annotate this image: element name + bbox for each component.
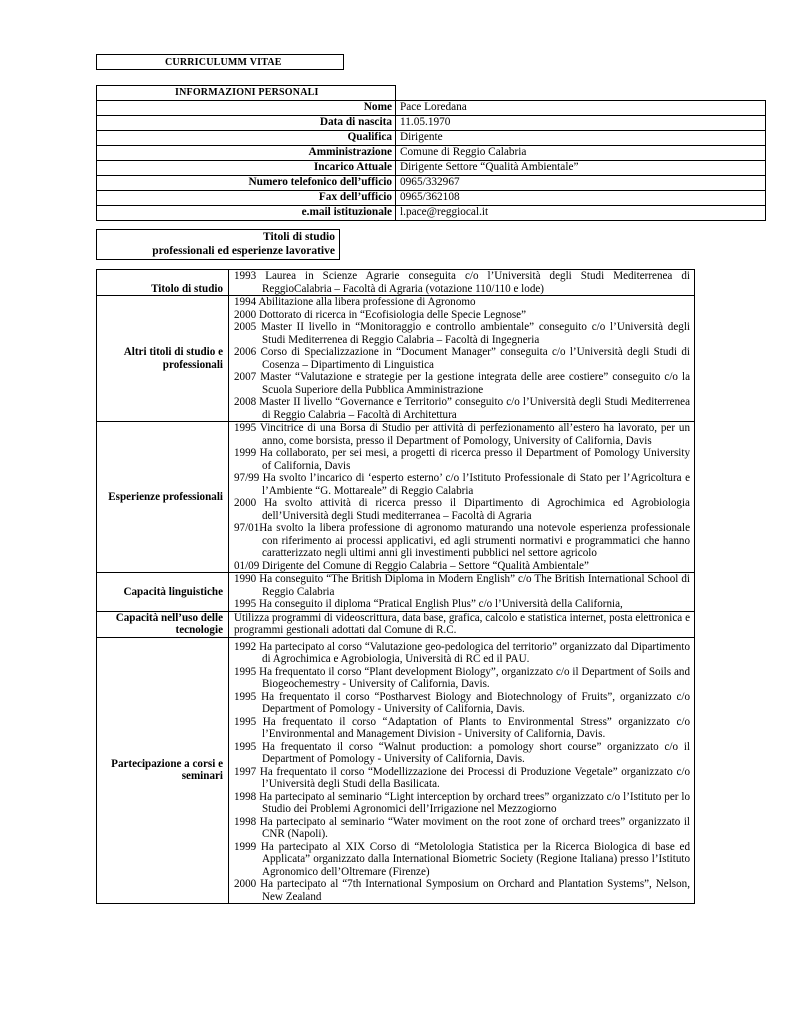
entry-item: 97/99 Ha svolto l’incarico di ‘esperto esterno’ c/o l’Istituto Professionale di Stato per l’Agricoltura e l’Ambiente “G. Mottareale” di Reggio Calabria (234, 472, 690, 497)
personal-value: 0965/362108 (396, 191, 766, 206)
personal-label: Qualifica (97, 131, 396, 146)
personal-value: l.pace@reggiocal.it (396, 206, 766, 221)
row-altri-titoli (97, 296, 695, 422)
personal-row (97, 161, 766, 176)
cv-title: CURRICULUMM VITAE (165, 57, 282, 68)
label-lingue: Capacità linguistiche (97, 573, 229, 612)
entry-item: 2005 Master II livello in “Monitoraggio e controllo ambientale” conseguito c/o l’Università degli Studi Mediterrenea di Reggio Calabria – Facoltà di Ingegneria (234, 321, 690, 346)
entry-item: 1990 Ha conseguito “The British Diploma in Modern English” c/o The British International School di Reggio Calabria (234, 573, 690, 598)
entry-item: 2000 Dottorato di ricerca in “Ecofisiologia delle Specie Legnose” (234, 308, 527, 321)
entry-item: 1995 Ha frequentato il corso “Adaptation of Plants to Environmental Stress” organizzato c/o l’Environmental and Management Division - University of California, Davis. (234, 715, 690, 740)
personal-row (97, 146, 766, 161)
entry-item: 97/01Ha svolto la libera professione di agronomo maturando una notevole esperienza professionale con riferimento ai processi applicativi, ed agli strumenti normativi e programmatici che hanno caratterizzato negli ultimi anni gli investimenti pubblici nel settore agricolo (234, 522, 690, 559)
entry-item: 2008 Master II livello “Governance e Territorio” conseguito c/o l’Università degli Studi Mediterrenea di Reggio Calabria – Facoltà di Architettura (234, 396, 690, 421)
personal-label: Amministrazione (97, 146, 396, 161)
personal-label: Data di nascita (97, 116, 396, 131)
entry-item: 1999 Ha partecipato al XIX Corso di “Metolologia Statistica per la Ricerca Biologica di base ed Applicata” organizzato dalla International Biometric Society (Regione Italiana) presso l’Istituto Agronomico dell’Oltremare (Firenze) (234, 840, 690, 878)
label-titolo-studio: Titolo di studio (97, 270, 229, 296)
content-titolo-studio (229, 270, 695, 296)
entry-item: 1994 Abilitazione alla libera professione di Agronomo (234, 296, 476, 308)
content-altri-titoli (229, 296, 695, 422)
row-tecnologie (97, 611, 695, 637)
personal-info-table (96, 85, 766, 221)
entry-item: 1992 Ha partecipato al corso “Valutazione geo-pedologica del territorio” organizzato dal Dipartimento di Agrochimica e Agrobiologia, Università di RC ed il PAU. (234, 640, 690, 665)
content-lingue (229, 573, 695, 612)
label-corsi: Partecipazione a corsi e seminari (97, 637, 229, 904)
personal-value: Comune di Reggio Calabria (396, 146, 766, 161)
entry-item: 1999 Ha collaborato, per sei mesi, a progetti di ricerca presso il Department of Pomology University of California, Davis (234, 447, 690, 472)
personal-row (97, 131, 766, 146)
row-lingue (97, 573, 695, 612)
entry-item: 1998 Ha partecipato al seminario “Light interception by orchard trees” organizzato c/o l’Istituto per lo Studio dei Problemi Agronomici dell’Irrigazione nel Mezzogiorno (234, 790, 690, 815)
entry-item: 2007 Master “Valutazione e strategie per la gestione integrata delle aree costiere” conseguito c/o la Scuola Superiore della Pubblica Amministrazione (234, 371, 690, 396)
label-tecnologie: Capacità nell’uso delle tecnologie (97, 611, 229, 637)
personal-value: Dirigente (396, 131, 766, 146)
titoli-header-line2: professionali ed esperienze lavorative (152, 245, 335, 257)
personal-row (97, 101, 766, 116)
entry-text: 1993 Laurea in Scienze Agrarie conseguita c/o l’Università degli Studi Mediterrenea di ReggioCalabria – Facoltà di Agraria (votazione 110/110 e lode) (234, 270, 690, 295)
row-esperienze (97, 422, 695, 573)
row-titolo-studio (97, 270, 695, 296)
entry-item: 1995 Vincitrice di una Borsa di Studio per attività di perfezionamento all’estero ha lavorato, per un anno, come borsista, presso il Department of Pomology, University of California, Davis (234, 422, 690, 447)
entry-text: Utilizza programmi di videoscrittura, data base, grafica, calcolo e statistica internet, posta elettronica e programmi gestionali adottati dal Comune di R.C. (234, 611, 690, 636)
personal-label: Numero telefonico dell’ufficio (97, 176, 396, 191)
personal-row (97, 176, 766, 191)
content-esperienze (229, 422, 695, 573)
entry-item: 2000 Ha svolto attività di ricerca presso il Dipartimento di Agrochimica ed Agrobiologia dell’Università degli Studi mediterranea – Facoltà di Agraria (234, 497, 690, 522)
titoli-header-line1: Titoli di studio (262, 231, 335, 243)
personal-value: Dirigente Settore “Qualità Ambientale” (396, 161, 766, 176)
personal-section-title: INFORMAZIONI PERSONALI (97, 86, 396, 101)
titoli-header-box (96, 229, 340, 260)
personal-row (97, 191, 766, 206)
entry-item: 1995 Ha frequentato il corso “Walnut production: a pomology short course” organizzato c/o il Department of Pomology - University of California, Davis. (234, 740, 690, 765)
cv-details-table (96, 269, 695, 904)
personal-value: Pace Loredana (396, 101, 766, 116)
row-corsi (97, 637, 695, 904)
personal-label: Nome (97, 101, 396, 116)
personal-label: e.mail istituzionale (97, 206, 396, 221)
entry-item: 1995 Ha frequentato il corso “Postharvest Biology and Biotechnology of Fruits”, organizzato c/o Department of Pomology - University of California, Davis. (234, 690, 690, 715)
entry-item: 1995 Ha frequentato il corso “Plant development Biology”, organizzato c/o il Department of Soils and Biogeochemestry - University of California, Davis. (234, 665, 690, 690)
entry-item: 1995 Ha conseguito il diploma “Pratical English Plus” c/o l’Università della California, (234, 598, 623, 610)
personal-value: 11.05.1970 (396, 116, 766, 131)
content-corsi (229, 637, 695, 904)
entry-item: 2006 Corso di Specializzazione in “Document Manager” conseguita c/o l’Università degli Studi di Cosenza – Dipartimento di Linguistica (234, 346, 690, 371)
personal-row (97, 116, 766, 131)
entry-item: 1998 Ha partecipato al seminario “Water moviment on the root zone of orchard trees” organizzato il CNR (Napoli). (234, 815, 690, 840)
entry-item: 2000 Ha partecipato al “7th International Symposium on Orchard and Plantation Systems”, Nelson, New Zealand (234, 878, 690, 903)
personal-label: Incarico Attuale (97, 161, 396, 176)
personal-label: Fax dell’ufficio (97, 191, 396, 206)
entry-item: 1997 Ha frequentato il corso “Modellizzazione dei Processi di Produzione Vegetale” organizzato c/o l’Università degli Studi della Basilicata. (234, 765, 690, 790)
cv-title-box (96, 54, 344, 70)
content-tecnologie (229, 611, 695, 637)
personal-row (97, 206, 766, 221)
label-esperienze: Esperienze professionali (97, 422, 229, 573)
personal-header-row (97, 86, 766, 101)
entry-item: 01/09 Dirigente del Comune di Reggio Calabria – Settore “Qualità Ambientale” (234, 559, 589, 572)
label-altri-titoli: Altri titoli di studio e professionali (97, 296, 229, 422)
personal-value: 0965/332967 (396, 176, 766, 191)
